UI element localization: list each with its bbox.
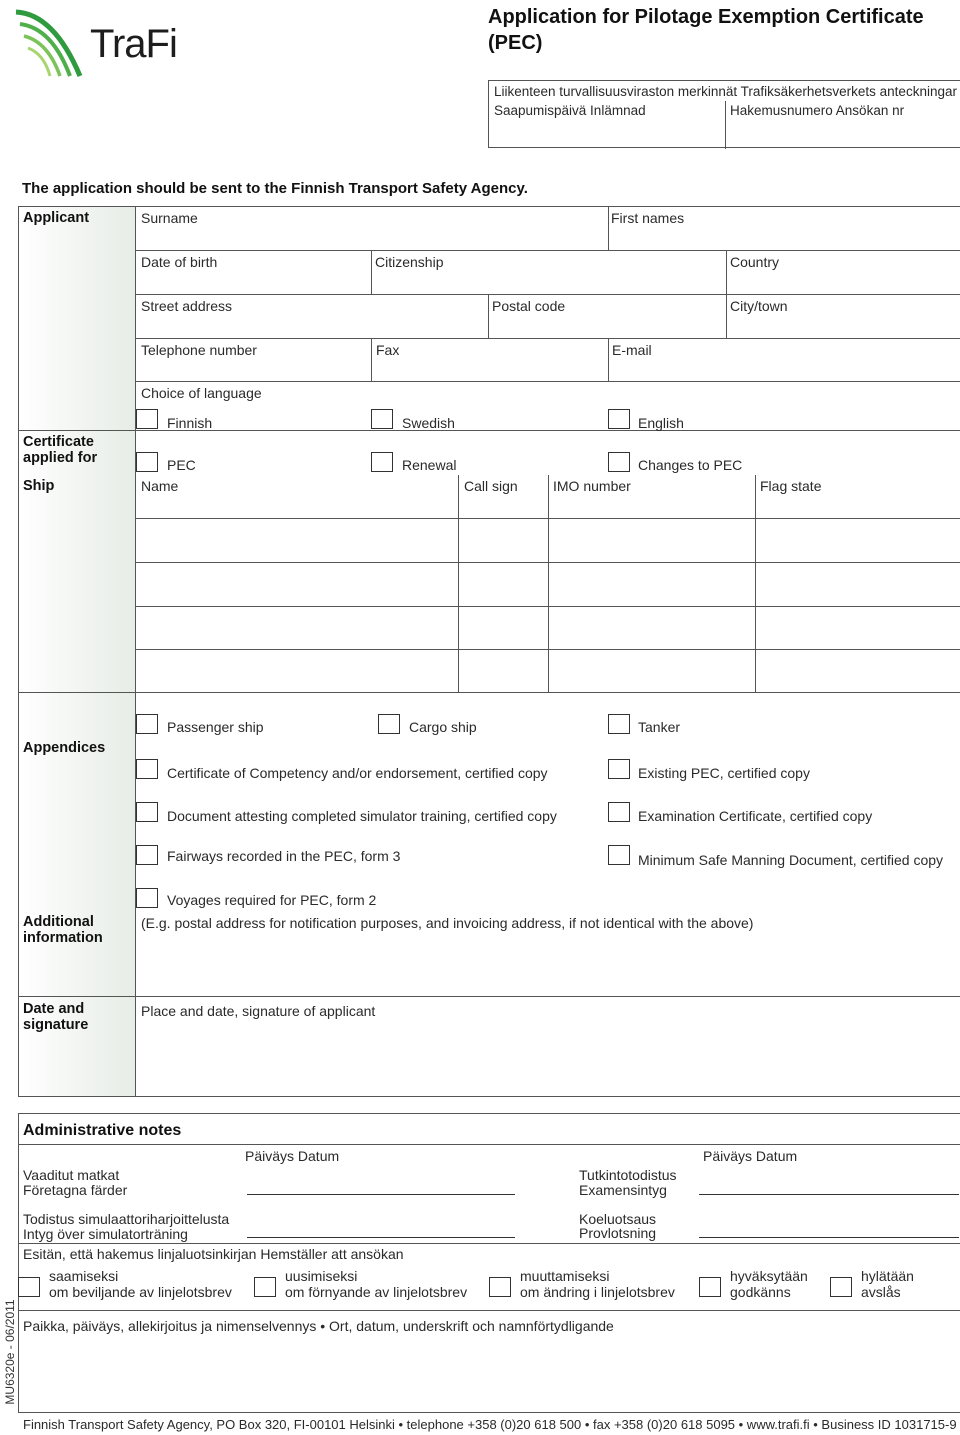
sidebar-appendices <box>18 692 136 910</box>
voyages-label: Voyages required for PEC, form 2 <box>167 892 377 908</box>
street-label: Street address <box>141 298 233 314</box>
existing-pec-checkbox[interactable] <box>608 759 630 779</box>
sidebar-applicant <box>18 206 136 430</box>
language-label: Choice of language <box>141 385 262 401</box>
modify-checkbox[interactable] <box>489 1277 511 1297</box>
sim-fi-label: Todistus simulaattoriharjoittelusta <box>23 1211 230 1227</box>
postal-code-label: Postal code <box>492 298 566 314</box>
citizenship-label: Citizenship <box>375 254 444 270</box>
ship-table-row[interactable] <box>136 519 959 561</box>
first-names-field[interactable] <box>609 228 959 249</box>
ship-table-row[interactable] <box>136 650 959 691</box>
signature-field[interactable] <box>136 1022 959 1095</box>
footer-text: Finnish Transport Safety Agency, PO Box 320, FI-00101 Helsinki • telephone +358 (0)20 618 500 • fax +358 (0)20 618 5095 • www.trafi.fi • Business ID 1031715-9 <box>23 1417 957 1432</box>
voyages-sv-label: Företagna färder <box>23 1182 128 1198</box>
changes-to-pec-label: Changes to PEC <box>638 457 743 473</box>
exam-cert-label: Examination Certificate, certified copy <box>638 808 873 824</box>
exam-cert-checkbox[interactable] <box>608 802 630 822</box>
passenger-ship-label: Passenger ship <box>167 719 264 735</box>
cargo-ship-label: Cargo ship <box>409 719 477 735</box>
email-field[interactable] <box>609 360 959 380</box>
sim-date-line[interactable] <box>247 1237 515 1238</box>
reject-fi-label: hylätään <box>861 1268 914 1284</box>
manning-doc-checkbox[interactable] <box>608 845 630 865</box>
test-fi-label: Koeluotsaus <box>579 1211 657 1227</box>
phone-field[interactable] <box>136 360 370 380</box>
form-title-line1: Application for Pilotage Exemption Certificate <box>488 6 924 28</box>
voyages-date-line[interactable] <box>247 1194 515 1195</box>
fax-label: Fax <box>376 342 400 358</box>
renew-sv-label: om förnyande av linjelotsbrev <box>285 1284 468 1300</box>
date-label-1: Päiväys Datum <box>245 1148 340 1164</box>
existing-pec-label: Existing PEC, certified copy <box>638 765 810 781</box>
modify-sv-label: om ändring i linjelotsbrev <box>520 1284 675 1300</box>
cargo-ship-checkbox[interactable] <box>378 714 400 734</box>
exam-fi-label: Tutkintotodistus <box>579 1167 677 1183</box>
street-field[interactable] <box>136 316 487 337</box>
sim-sv-label: Intyg över simulatorträning <box>23 1226 188 1242</box>
coc-checkbox[interactable] <box>136 759 158 779</box>
approve-fi-label: hyväksytään <box>730 1268 808 1284</box>
swedish-label: Swedish <box>402 415 455 431</box>
ship-name-header: Name <box>141 478 179 494</box>
tanker-checkbox[interactable] <box>608 714 630 734</box>
form-title <box>488 4 924 56</box>
admin-notes-title: Administrative notes <box>23 1122 182 1139</box>
application-number-label: Hakemusnumero Ansökan nr <box>730 103 905 118</box>
voyages-checkbox[interactable] <box>136 888 158 908</box>
admin-signature-field[interactable] <box>19 1338 959 1412</box>
reject-sv-label: avslås <box>861 1284 901 1300</box>
date-label-2: Päiväys Datum <box>703 1148 798 1164</box>
pec-checkbox[interactable] <box>136 452 158 472</box>
form-code: MU6320e - 06/2011 <box>3 1299 17 1405</box>
surname-field[interactable] <box>136 228 607 249</box>
ship-table-row[interactable] <box>136 607 959 648</box>
additional-hint: (E.g. postal address for notification purposes, and invoicing address, if not identical with the above) <box>141 915 754 931</box>
finnish-label: Finnish <box>167 415 213 431</box>
dob-field[interactable] <box>136 272 370 293</box>
trafi-logo <box>14 4 194 82</box>
exam-sv-label: Examensintyg <box>579 1182 667 1198</box>
grant-sv-label: om beviljande av linjelotsbrev <box>49 1284 232 1300</box>
exam-date-line[interactable] <box>699 1194 959 1195</box>
modify-fi-label: muuttamiseksi <box>520 1268 610 1284</box>
renewal-label: Renewal <box>402 457 457 473</box>
country-field[interactable] <box>727 272 959 293</box>
office-use-label: Liikenteen turvallisuusviraston merkinnät Trafiksäkerhetsverkets anteckningar <box>494 84 957 99</box>
instruction-text: The application should be sent to the Finnish Transport Safety Agency. <box>22 180 528 197</box>
fax-field[interactable] <box>372 360 607 380</box>
certificate-section-label: Certificate applied for <box>23 434 98 466</box>
sidebar-cert-ship <box>18 430 136 692</box>
fairways-label: Fairways recorded in the PEC, form 3 <box>167 848 401 864</box>
renew-checkbox[interactable] <box>254 1277 276 1297</box>
first-names-label: First names <box>611 210 685 226</box>
additional-info-field[interactable] <box>136 934 959 995</box>
citizenship-field[interactable] <box>372 272 725 293</box>
signature-section-label: Date and signature <box>23 1001 89 1033</box>
signature-hint: Place and date, signature of applicant <box>141 1003 376 1019</box>
reject-checkbox[interactable] <box>830 1277 852 1297</box>
appendices-section-label: Appendices <box>23 740 106 756</box>
approve-checkbox[interactable] <box>699 1277 721 1297</box>
arrival-date-label: Saapumispäivä Inlämnad <box>494 103 646 118</box>
proposal-label: Esitän, että hakemus linjaluotsinkirjan Hemställer att ansökan <box>23 1246 404 1262</box>
country-label: Country <box>730 254 780 270</box>
flag-state-header: Flag state <box>760 478 822 494</box>
swedish-checkbox[interactable] <box>371 409 393 429</box>
coc-label: Certificate of Competency and/or endorsement, certified copy <box>167 765 548 781</box>
city-label: City/town <box>730 298 788 314</box>
pec-label: PEC <box>167 457 196 473</box>
fairways-checkbox[interactable] <box>136 845 158 865</box>
renewal-checkbox[interactable] <box>371 452 393 472</box>
ship-section-label: Ship <box>23 478 55 494</box>
grant-checkbox[interactable] <box>18 1277 40 1297</box>
grant-fi-label: saamiseksi <box>49 1268 119 1284</box>
manning-doc-label: Minimum Safe Manning Document, certified copy <box>638 852 944 868</box>
english-checkbox[interactable] <box>608 409 630 429</box>
test-sv-label: Provlotsning <box>579 1225 657 1241</box>
applicant-section-label: Applicant <box>23 210 90 226</box>
ship-table-row[interactable] <box>136 563 959 605</box>
call-sign-header: Call sign <box>464 478 518 494</box>
postal-code-field[interactable] <box>489 316 725 337</box>
surname-label: Surname <box>141 210 198 226</box>
test-date-line[interactable] <box>699 1237 959 1238</box>
english-label: English <box>638 415 684 431</box>
dob-label: Date of birth <box>141 254 218 270</box>
finnish-checkbox[interactable] <box>136 409 158 429</box>
form-title-line2: (PEC) <box>488 32 543 54</box>
city-field[interactable] <box>727 316 959 337</box>
changes-to-pec-checkbox[interactable] <box>608 452 630 472</box>
phone-label: Telephone number <box>141 342 257 358</box>
logo-text: TraFi <box>90 22 177 66</box>
imo-number-header: IMO number <box>553 478 631 494</box>
additional-section-label: Additional information <box>23 914 103 946</box>
tanker-label: Tanker <box>638 719 681 735</box>
email-label: E-mail <box>612 342 652 358</box>
approve-sv-label: godkänns <box>730 1284 791 1300</box>
simulator-label: Document attesting completed simulator training, certified copy <box>167 808 557 824</box>
logo-swoosh-icon <box>14 4 94 82</box>
renew-fi-label: uusimiseksi <box>285 1268 358 1284</box>
admin-signature-label: Paikka, päiväys, allekirjoitus ja nimenselvennys • Ort, datum, underskrift och namnförtydligande <box>23 1318 614 1334</box>
passenger-ship-checkbox[interactable] <box>136 714 158 734</box>
simulator-checkbox[interactable] <box>136 802 158 822</box>
voyages-fi-label: Vaaditut matkat <box>23 1167 120 1183</box>
